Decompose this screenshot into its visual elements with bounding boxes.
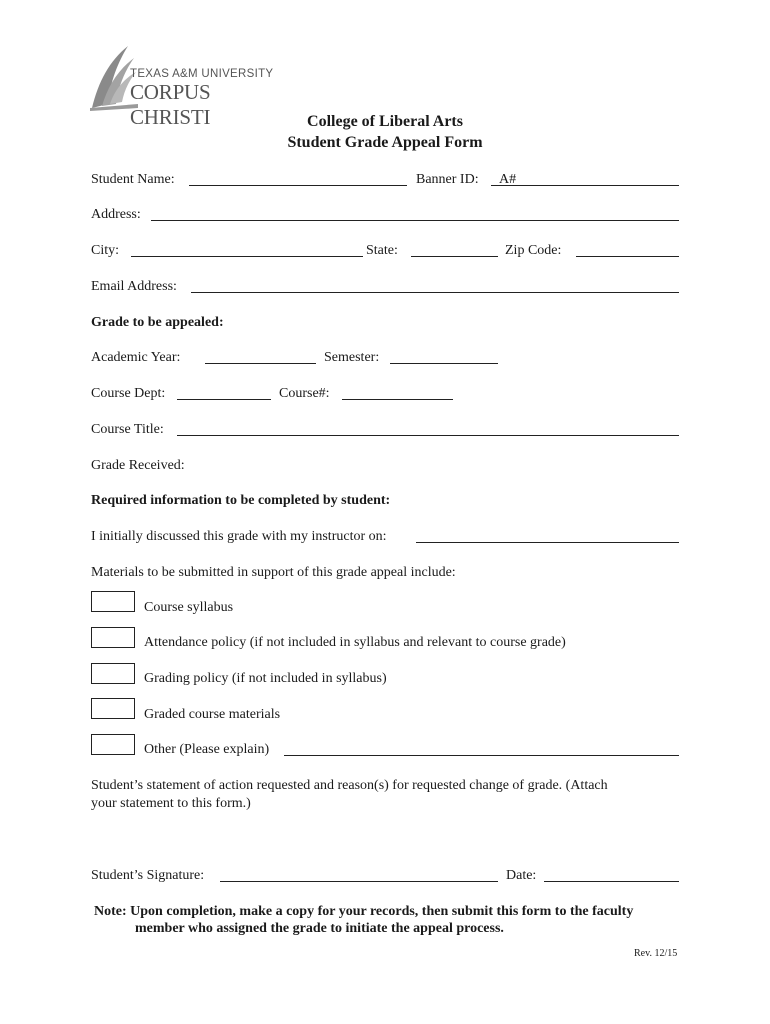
city-label: City: [91, 243, 120, 258]
logo-university-text: TEXAS A&M UNIVERSITY [130, 68, 274, 80]
signature-date-label: Date: [506, 868, 537, 883]
course-dept-field[interactable] [177, 399, 271, 400]
statement-instructions-line-2: your statement to this form.) [91, 796, 251, 811]
course-syllabus-checkbox[interactable] [91, 591, 135, 612]
email-label: Email Address: [91, 279, 177, 294]
student-name-label: Student Name: [91, 172, 175, 187]
course-number-field[interactable] [342, 399, 453, 400]
address-field[interactable] [151, 220, 679, 221]
form-title: Student Grade Appeal Form [287, 134, 483, 151]
city-field[interactable] [131, 256, 363, 257]
attendance-policy-checkbox[interactable] [91, 627, 135, 648]
attendance-policy-label: Attendance policy (if not included in syllabus and relevant to course grade) [144, 635, 566, 650]
academic-year-field[interactable] [205, 363, 316, 364]
address-label: Address: [91, 207, 141, 222]
graded-materials-checkbox[interactable] [91, 698, 135, 719]
semester-label: Semester: [324, 350, 380, 365]
state-label: State: [366, 243, 398, 258]
zip-code-label: Zip Code: [505, 243, 562, 258]
graded-materials-label: Graded course materials [144, 707, 281, 722]
note-line-1: Note: Upon completion, make a copy for your records, then submit this form to the faculty [94, 904, 634, 919]
semester-field[interactable] [390, 363, 498, 364]
other-explain-field[interactable] [284, 755, 679, 756]
signature-date-field[interactable] [544, 881, 679, 882]
materials-intro: Materials to be submitted in support of this grade appeal include: [91, 565, 456, 580]
grading-policy-checkbox[interactable] [91, 663, 135, 684]
university-logo [88, 42, 288, 129]
other-checkbox[interactable] [91, 734, 135, 755]
banner-id-label: Banner ID: [416, 172, 479, 187]
banner-id-field[interactable] [491, 185, 679, 186]
note-line-2: member who assigned the grade to initiate the appeal process. [135, 921, 504, 936]
email-field[interactable] [191, 292, 679, 293]
state-field[interactable] [411, 256, 498, 257]
banner-id-prefix: A# [499, 172, 517, 187]
grade-section-heading: Grade to be appealed: [91, 315, 224, 330]
logo-campus-text: CORPUS CHRISTI [130, 80, 211, 129]
course-number-label: Course#: [279, 386, 330, 401]
course-title-label: Course Title: [91, 422, 164, 437]
academic-year-label: Academic Year: [91, 350, 181, 365]
signature-field[interactable] [220, 881, 498, 882]
discussed-date-field[interactable] [416, 542, 679, 543]
college-heading: College of Liberal Arts [307, 113, 463, 130]
revision-label: Rev. 12/15 [634, 948, 678, 959]
grade-received-label: Grade Received: [91, 458, 185, 473]
course-title-field[interactable] [177, 435, 679, 436]
required-section-heading: Required information to be completed by student: [91, 493, 391, 508]
student-name-field[interactable] [189, 185, 407, 186]
other-label: Other (Please explain) [144, 742, 270, 757]
statement-instructions-line-1: Student’s statement of action requested and reason(s) for requested change of grade. (Attach [91, 778, 608, 793]
discussed-date-label: I initially discussed this grade with my instructor on: [91, 529, 387, 544]
signature-label: Student’s Signature: [91, 868, 205, 883]
course-syllabus-label: Course syllabus [144, 600, 234, 615]
grading-policy-label: Grading policy (if not included in syllabus) [144, 671, 387, 686]
course-dept-label: Course Dept: [91, 386, 166, 401]
zip-code-field[interactable] [576, 256, 679, 257]
